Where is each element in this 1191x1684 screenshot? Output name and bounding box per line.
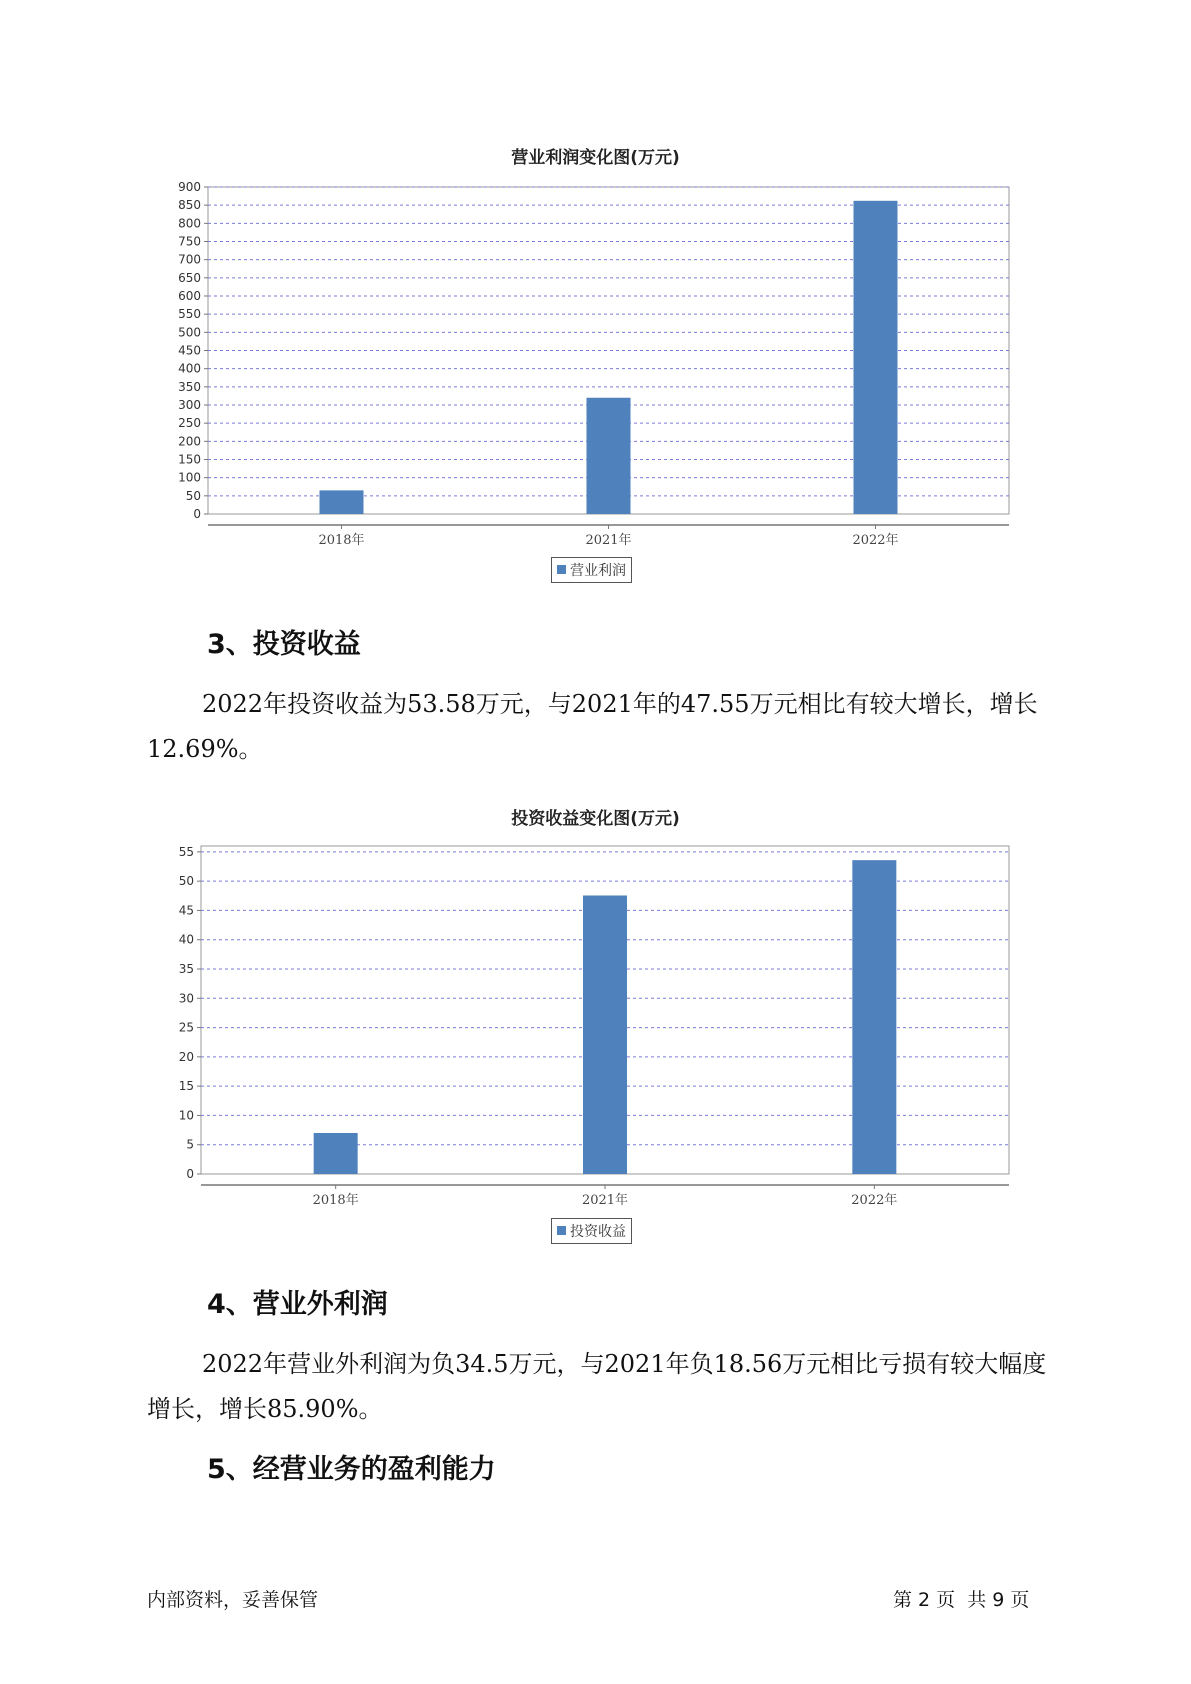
bar-2021年 xyxy=(583,895,627,1174)
y-tick-label: 250 xyxy=(178,416,201,431)
section4-paragraph: 2022年营业外利润为负34.5万元，与2021年负18.56万元相比亏损有较大幅度增长，增长85.90%。 xyxy=(147,1350,1047,1423)
footer-confidential: 内部资料，妥善保管 xyxy=(147,1589,319,1611)
chart2-title: 投资收益变化图(万元) xyxy=(511,809,680,829)
y-tick-label: 850 xyxy=(178,198,201,213)
bar-2018年 xyxy=(314,1133,358,1174)
y-tick-label: 750 xyxy=(178,234,201,249)
x-tick-label: 2022年 xyxy=(852,533,899,548)
footer-page-number: 第 2 页 共 9 页 xyxy=(893,1589,1030,1611)
y-tick-label: 500 xyxy=(178,325,201,340)
y-tick-label: 25 xyxy=(178,1020,194,1035)
x-tick-label: 2018年 xyxy=(318,533,365,548)
bar-2022年 xyxy=(852,860,896,1174)
legend-swatch-icon xyxy=(557,1226,566,1235)
y-tick-label: 550 xyxy=(178,307,201,322)
y-tick-label: 400 xyxy=(178,361,201,376)
y-tick-label: 650 xyxy=(178,270,201,285)
y-tick-label: 450 xyxy=(178,343,201,358)
chart2-legend-label: 投资收益 xyxy=(570,1224,626,1240)
y-tick-label: 10 xyxy=(178,1108,194,1123)
x-tick-label: 2018年 xyxy=(312,1193,359,1208)
y-tick-label: 45 xyxy=(178,903,194,918)
y-tick-label: 0 xyxy=(193,507,201,521)
y-tick-label: 900 xyxy=(178,180,201,194)
y-tick-label: 600 xyxy=(178,289,201,303)
bar-2018年 xyxy=(320,490,364,514)
chart1-title: 营业利润变化图(万元) xyxy=(511,148,680,168)
y-tick-label: 0 xyxy=(186,1167,194,1181)
chart2-legend xyxy=(551,1218,632,1244)
section3-heading: 3、投资收益 xyxy=(207,629,361,660)
chart2-investment-income xyxy=(0,840,1191,1210)
y-tick-label: 50 xyxy=(178,874,194,889)
chart1-operating-profit xyxy=(0,180,1191,550)
chart1-legend xyxy=(551,557,632,583)
y-tick-label: 20 xyxy=(178,1049,194,1064)
y-tick-label: 100 xyxy=(178,470,201,485)
x-tick-label: 2021年 xyxy=(585,533,632,548)
y-tick-label: 40 xyxy=(178,932,194,947)
chart1-legend-label: 营业利润 xyxy=(570,563,626,579)
y-tick-label: 50 xyxy=(185,488,201,503)
section4-heading: 4、营业外利润 xyxy=(207,1289,388,1320)
y-tick-label: 200 xyxy=(178,434,201,449)
y-tick-label: 800 xyxy=(178,216,201,231)
y-tick-label: 300 xyxy=(178,398,201,412)
section5-heading: 5、经营业务的盈利能力 xyxy=(207,1454,496,1485)
bar-2021年 xyxy=(587,398,631,514)
y-tick-label: 5 xyxy=(186,1137,194,1152)
legend-swatch-icon xyxy=(557,565,566,574)
bar-2022年 xyxy=(854,201,898,514)
y-tick-label: 350 xyxy=(178,379,201,394)
y-tick-label: 30 xyxy=(178,991,194,1006)
y-tick-label: 55 xyxy=(178,844,194,859)
y-tick-label: 35 xyxy=(178,962,194,976)
y-tick-label: 700 xyxy=(178,252,201,267)
x-tick-label: 2021年 xyxy=(581,1193,629,1208)
y-tick-label: 150 xyxy=(178,452,201,467)
section3-paragraph: 2022年投资收益为53.58万元，与2021年的47.55万元相比有较大增长，增长12.69%。 xyxy=(147,690,1038,763)
x-tick-label: 2022年 xyxy=(851,1193,898,1208)
y-tick-label: 15 xyxy=(178,1079,194,1094)
